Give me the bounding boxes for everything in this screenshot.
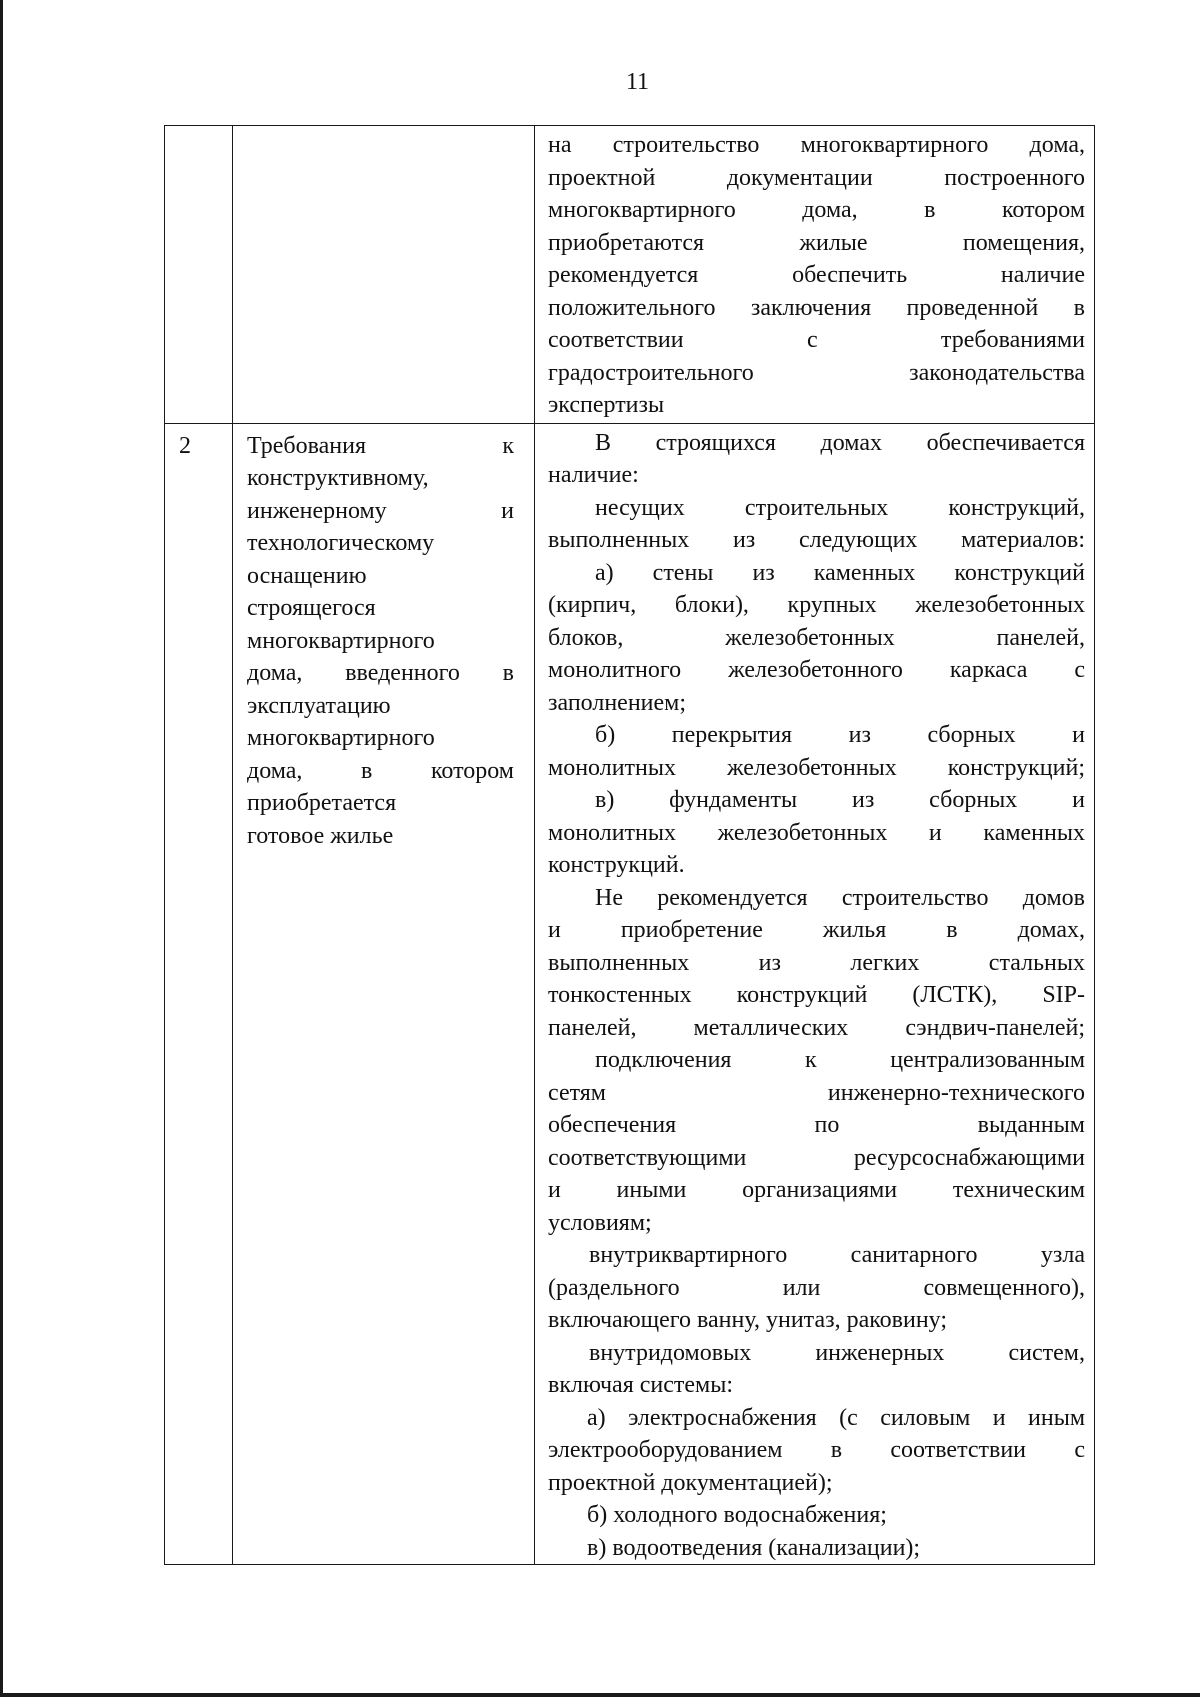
content-line: наличие: bbox=[548, 462, 639, 488]
content-line: конструкций. bbox=[548, 852, 685, 878]
row-content-cell bbox=[535, 126, 1095, 424]
scan-left-border bbox=[0, 0, 3, 1697]
table-row bbox=[165, 126, 1095, 424]
content-line: блоков, железобетонных панелей, bbox=[548, 624, 1085, 651]
content-line: монолитных железобетонных и каменных bbox=[548, 819, 1085, 846]
content-line: несущих строительных конструкций, bbox=[595, 494, 1085, 521]
row-title-cell bbox=[233, 126, 535, 424]
content-line: и иными организациями техническим bbox=[548, 1177, 1085, 1203]
content-line: электрооборудованием в соответствии с bbox=[548, 1437, 1085, 1463]
content-line: положительного заключения проведенной в bbox=[548, 294, 1085, 321]
content-line: а) электроснабжения (с силовым и иным bbox=[587, 1404, 1085, 1431]
content-line: панелей, металлических сэндвич-панелей; bbox=[548, 1014, 1085, 1041]
content-line: выполненных из следующих материалов: bbox=[548, 527, 1085, 553]
title-line: конструктивному, bbox=[247, 465, 429, 491]
content-line: градостроительного законодательства bbox=[548, 359, 1085, 386]
content-line: (кирпич, блоки), крупных железобетонных bbox=[548, 592, 1085, 618]
title-line: эксплуатацию bbox=[247, 692, 391, 719]
content-line: многоквартирного дома, в котором bbox=[548, 197, 1085, 223]
table-row bbox=[165, 423, 1095, 1565]
title-line: готовое жилье bbox=[247, 822, 394, 849]
content-line: в) водоотведения (канализации); bbox=[587, 1534, 921, 1561]
row-number-cell bbox=[165, 126, 233, 424]
title-line: многоквартирного bbox=[247, 627, 435, 654]
content-line: подключения к централизованным bbox=[595, 1047, 1085, 1073]
requirements-table bbox=[164, 125, 1095, 1565]
content-line: в) фундаменты из сборных и bbox=[595, 787, 1085, 813]
content-line: выполненных из легких стальных bbox=[548, 949, 1085, 976]
title-line: оснащению bbox=[247, 562, 367, 589]
content-line: проектной документацией); bbox=[548, 1469, 833, 1496]
row-content-cell bbox=[535, 423, 1095, 1565]
row-number-cell: 2 bbox=[165, 423, 233, 1565]
title-line: технологическому bbox=[247, 530, 435, 556]
content-line: внутриквартирного санитарного узла bbox=[589, 1242, 1085, 1268]
content-line: соответствии с требованиями bbox=[548, 327, 1085, 353]
title-line: инженерному и bbox=[247, 497, 514, 524]
content-line: тонкостенных конструкций (ЛСТК), SIP- bbox=[548, 982, 1085, 1008]
content-line: включая системы: bbox=[548, 1372, 734, 1398]
content-line: включающего ванну, унитаз, раковину; bbox=[548, 1307, 948, 1333]
page-number: 11 bbox=[625, 69, 650, 95]
content-line: заполнением; bbox=[548, 689, 687, 716]
content-line: и приобретение жилья в домах, bbox=[548, 917, 1085, 943]
content-line: обеспечения по выданным bbox=[548, 1112, 1085, 1138]
content-line: условиям; bbox=[548, 1209, 652, 1236]
row-title-cell bbox=[233, 423, 535, 1565]
title-line: дома, в котором bbox=[247, 757, 514, 784]
content-line: сетям инженерно-технического bbox=[548, 1079, 1085, 1106]
content-line: приобретаются жилые помещения, bbox=[548, 229, 1085, 256]
content-line: Не рекомендуется строительство домов bbox=[595, 884, 1085, 911]
content-line: (раздельного или совмещенного), bbox=[548, 1274, 1085, 1301]
title-line: Требования к bbox=[247, 432, 514, 459]
title-line: дома, введенного в bbox=[247, 660, 514, 686]
content-line: б) холодного водоснабжения; bbox=[587, 1502, 887, 1528]
title-line: многоквартирного bbox=[247, 725, 435, 751]
content-line: проектной документации построенного bbox=[548, 164, 1085, 191]
content-line: на строительство многоквартирного дома, bbox=[548, 132, 1085, 158]
content-line: внутридомовых инженерных систем, bbox=[589, 1339, 1085, 1366]
content-line: монолитного железобетонного каркаса с bbox=[548, 657, 1085, 683]
content-line: В строящихся домах обеспечивается bbox=[595, 429, 1085, 456]
title-line: приобретается bbox=[247, 790, 397, 816]
content-line: экспертизы bbox=[548, 392, 665, 418]
content-line: а) стены из каменных конструкций bbox=[595, 559, 1085, 586]
scan-bottom-border bbox=[0, 1693, 1200, 1697]
content-line: б) перекрытия из сборных и bbox=[595, 722, 1085, 748]
content-line: монолитных железобетонных конструкций; bbox=[548, 754, 1085, 781]
content-line: соответствующими ресурсоснабжающими bbox=[548, 1144, 1085, 1171]
title-line: строящегося bbox=[247, 595, 376, 621]
content-line: рекомендуется обеспечить наличие bbox=[548, 262, 1085, 288]
